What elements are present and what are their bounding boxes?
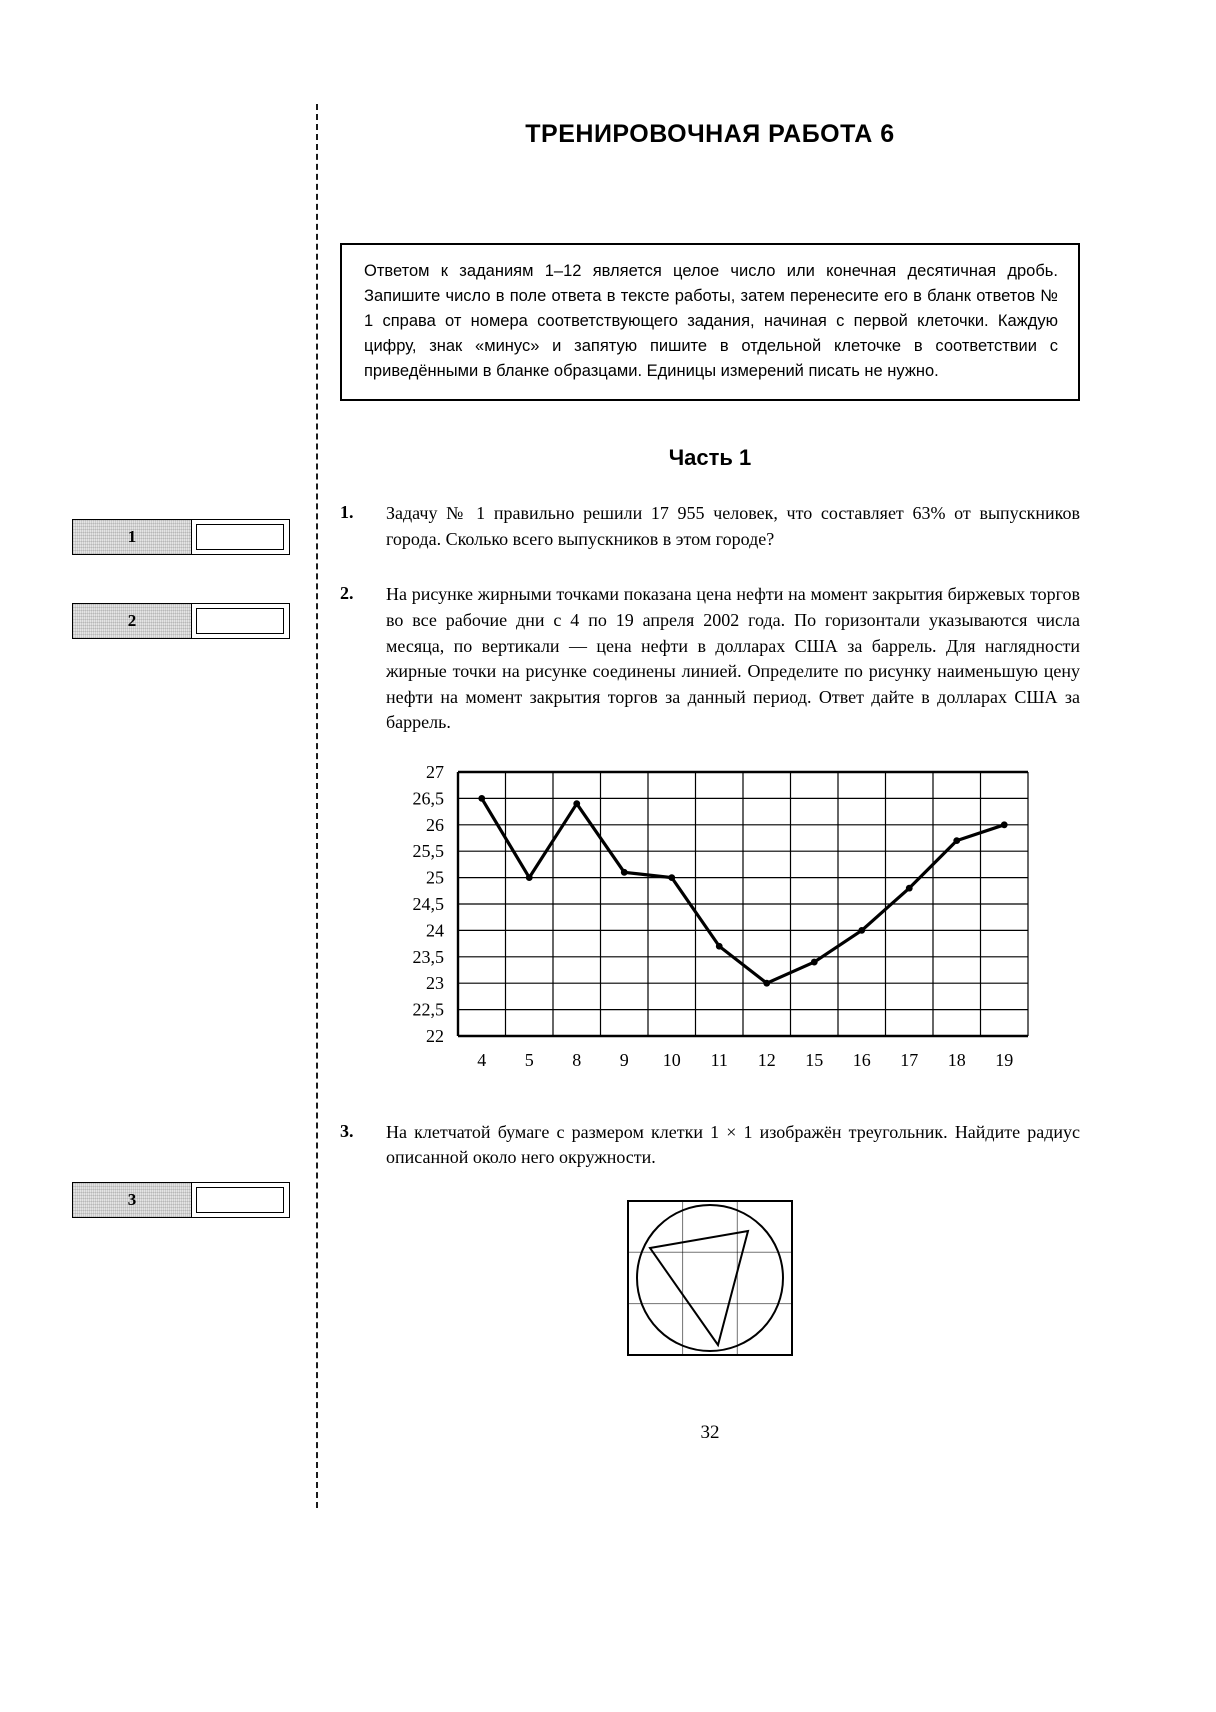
task-number: 1.: [340, 502, 354, 523]
x-axis-tick-label: 9: [619, 1049, 629, 1070]
page-title: ТРЕНИРОВОЧНАЯ РАБОТА 6: [525, 120, 895, 148]
answer-input-field-1[interactable]: [196, 524, 284, 550]
x-axis-tick-label: 18: [947, 1049, 966, 1070]
y-axis-tick-label: 23: [426, 972, 444, 993]
answer-slot-number: 1: [73, 520, 192, 554]
chart-data-point: [811, 958, 818, 965]
document-content: [340, 104, 1080, 1443]
part-title: Часть 1: [668, 445, 752, 471]
y-axis-tick-label: 27: [426, 761, 444, 782]
x-axis-tick-label: 11: [710, 1049, 728, 1070]
task-text: На клетчатой бумаге с размером клетки 1 × 1 изображён треугольник. Найдите радиус описанной около него окружности.: [386, 1121, 1080, 1168]
task-item-2: [340, 582, 1080, 735]
answer-input-field-2[interactable]: [196, 608, 284, 634]
task-number: 2.: [340, 583, 354, 604]
x-axis-tick-label: 4: [477, 1049, 487, 1070]
chart-data-point: [573, 800, 580, 807]
x-axis-tick-label: 16: [852, 1049, 871, 1070]
y-axis-tick-label: 24: [426, 920, 444, 941]
chart-data-point: [858, 927, 865, 934]
y-axis-tick-label: 24,5: [412, 893, 444, 914]
answer-slot-number: 3: [73, 1183, 192, 1217]
chart-data-point: [716, 943, 723, 950]
chart-data-point: [953, 837, 960, 844]
chart-data-point: [1001, 821, 1008, 828]
y-axis-tick-label: 22,5: [412, 999, 444, 1020]
figure-svg: [620, 1193, 800, 1363]
x-axis-tick-label: 17: [900, 1049, 919, 1070]
answer-input-field-3[interactable]: [196, 1187, 284, 1213]
x-axis-tick-label: 10: [662, 1049, 681, 1070]
instruction-box: Ответом к заданиям 1–12 является целое число или конечная десятичная дробь. Запишите число в поле ответа в тексте работы, затем перенесите его в бланк ответов № 1 справа от номера соответствующего задания, начиная с первой клеточки. Каждую цифру, знак «минус» и запятую пишите в отдельной клеточке в соответствии с приведёнными в бланке образцами. Единицы измерений писать не нужно.: [340, 243, 1080, 401]
x-axis-tick-label: 5: [524, 1049, 534, 1070]
answer-slot-number: 2: [73, 604, 192, 638]
chart-data-point: [526, 874, 533, 881]
task-text: Задачу № 1 правильно решили 17 955 человек, что составляет 63% от выпускников города. Сколько всего выпускников в этом городе?: [386, 503, 1080, 549]
chart-data-point: [906, 885, 913, 892]
answer-slot-2[interactable]: [72, 603, 290, 639]
y-axis-tick-label: 25: [426, 867, 444, 888]
y-axis-tick-label: 26,5: [412, 788, 444, 809]
chart-data-point: [478, 795, 485, 802]
x-axis-tick-label: 19: [995, 1049, 1014, 1070]
y-axis-tick-label: 22: [426, 1025, 444, 1046]
page-number: 32: [700, 1422, 720, 1443]
task-item-1: [340, 501, 1080, 552]
y-axis-tick-label: 26: [426, 814, 444, 835]
y-axis-tick-label: 23,5: [412, 946, 444, 967]
oil-price-line-chart: [340, 760, 1080, 1090]
y-axis-tick-label: 25,5: [412, 840, 444, 861]
chart-data-point: [668, 874, 675, 881]
answer-slot-3[interactable]: [72, 1182, 290, 1218]
chart-data-point: [621, 869, 628, 876]
task-text: На рисунке жирными точками показана цена нефти на момент закрытия биржевых торгов во все рабочие дни с 4 по 19 апреля 2002 года. По горизонтали указываются числа месяца, по вертикали — цена нефти в долларах США за баррель. Для наглядности жирные точки на рисунке соединены линией. Определите по рисунку наименьшую цену нефти на момент закрытия торгов за данный период. Ответ дайте в долларах США за баррель.: [386, 584, 1080, 733]
answer-slot-1[interactable]: [72, 519, 290, 555]
chart-data-point: [763, 980, 770, 987]
x-axis-tick-label: 12: [757, 1049, 776, 1070]
triangle-circumcircle-figure: [340, 1193, 1080, 1363]
task-number: 3.: [340, 1120, 354, 1141]
x-axis-tick-label: 15: [805, 1049, 824, 1070]
page-dashed-divider: [316, 104, 318, 1508]
task-item-3: [340, 1120, 1080, 1171]
x-axis-tick-label: 8: [572, 1049, 582, 1070]
chart-svg: [340, 760, 1040, 1090]
